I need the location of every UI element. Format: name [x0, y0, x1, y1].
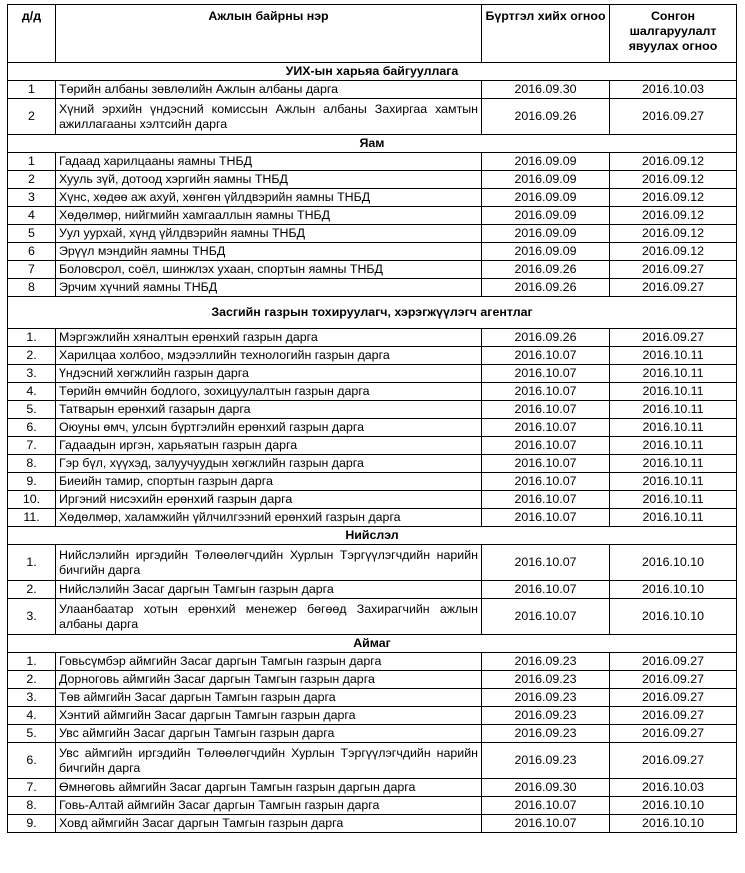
- table-row: [8, 171, 737, 189]
- section-title: Аймаг: [8, 635, 737, 653]
- position-name: Харилцаа холбоо, мэдээллийн технологийн газрын дарга: [56, 347, 482, 365]
- row-number: 6.: [8, 419, 56, 437]
- selection-date: 2016.10.10: [610, 545, 737, 581]
- row-number: 8.: [8, 797, 56, 815]
- table-row: [8, 225, 737, 243]
- row-number: 7.: [8, 779, 56, 797]
- section-row: [8, 63, 737, 81]
- registration-date: 2016.09.30: [482, 81, 610, 99]
- row-number: 4.: [8, 383, 56, 401]
- table-row: [8, 261, 737, 279]
- registration-date: 2016.10.07: [482, 473, 610, 491]
- selection-date: 2016.10.03: [610, 81, 737, 99]
- position-name: Боловсрол, соёл, шинжлэх ухаан, спортын яамны ТНБД: [56, 261, 482, 279]
- row-number: 1.: [8, 545, 56, 581]
- selection-date: 2016.10.11: [610, 509, 737, 527]
- table-row: [8, 545, 737, 581]
- row-number: 8.: [8, 455, 56, 473]
- row-number: 9.: [8, 473, 56, 491]
- position-name: Төрийн өмчийн бодлого, зохицуулалтын газрын дарга: [56, 383, 482, 401]
- selection-date: 2016.09.27: [610, 689, 737, 707]
- table-row: [8, 365, 737, 383]
- position-name: Улаанбаатар хотын ерөнхий менежер бөгөөд Захирагчийн ажлын албаны дарга: [56, 599, 482, 635]
- position-name: Нийслэлийн иргэдийн Төлөөлөгчдийн Хурлын Тэргүүлэгчдийн нарийн бичгийн дарга: [56, 545, 482, 581]
- position-name: Хөдөлмөр, халамжийн үйлчилгээний ерөнхий газрын дарга: [56, 509, 482, 527]
- row-number: 2: [8, 171, 56, 189]
- table-row: [8, 279, 737, 297]
- position-name: Иргэний нисэхийн ерөнхий газрын дарга: [56, 491, 482, 509]
- table-row: [8, 329, 737, 347]
- registration-date: 2016.09.23: [482, 671, 610, 689]
- row-number: 10.: [8, 491, 56, 509]
- selection-date: 2016.09.12: [610, 189, 737, 207]
- selection-date: 2016.09.27: [610, 707, 737, 725]
- registration-date: 2016.09.09: [482, 243, 610, 261]
- table-body: [8, 63, 737, 833]
- registration-date: 2016.10.07: [482, 545, 610, 581]
- selection-date: 2016.10.11: [610, 455, 737, 473]
- selection-date: 2016.09.27: [610, 743, 737, 779]
- position-name: Хууль зүй, дотоод хэргийн яамны ТНБД: [56, 171, 482, 189]
- position-name: Хөдөлмөр, нийгмийн хамгааллын яамны ТНБД: [56, 207, 482, 225]
- row-number: 3.: [8, 365, 56, 383]
- table-row: [8, 437, 737, 455]
- selection-date: 2016.09.27: [610, 279, 737, 297]
- registration-date: 2016.10.07: [482, 455, 610, 473]
- selection-date: 2016.10.03: [610, 779, 737, 797]
- section-row: [8, 635, 737, 653]
- table-row: [8, 347, 737, 365]
- registration-date: 2016.09.26: [482, 99, 610, 135]
- section-title: Засгийн газрын тохируулагч, хэрэгжүүлэгч агентлаг: [8, 297, 737, 329]
- selection-date: 2016.10.11: [610, 347, 737, 365]
- position-name: Үндэсний хөгжлийн газрын дарга: [56, 365, 482, 383]
- position-name: Увс аймгийн иргэдийн Төлөөлөгчдийн Хурлын Тэргүүлэгчдийн нарийн бичгийн дарга: [56, 743, 482, 779]
- header-position: Ажлын байрны нэр: [56, 5, 482, 63]
- row-number: 9.: [8, 815, 56, 833]
- position-name: Говьсүмбэр аймгийн Засаг даргын Тамгын газрын дарга: [56, 653, 482, 671]
- row-number: 1: [8, 153, 56, 171]
- row-number: 7.: [8, 437, 56, 455]
- row-number: 6: [8, 243, 56, 261]
- row-number: 5.: [8, 401, 56, 419]
- table-row: [8, 419, 737, 437]
- header-num: д/д: [8, 5, 56, 63]
- table-row: [8, 689, 737, 707]
- registration-date: 2016.10.07: [482, 797, 610, 815]
- header-reg-date: Бүртгэл хийх огноо: [482, 5, 610, 63]
- selection-date: 2016.10.10: [610, 797, 737, 815]
- position-name: Гадаад харилцааны яамны ТНБД: [56, 153, 482, 171]
- table-row: [8, 725, 737, 743]
- section-row: [8, 527, 737, 545]
- row-number: 2.: [8, 347, 56, 365]
- row-number: 5.: [8, 725, 56, 743]
- table-row: [8, 189, 737, 207]
- row-number: 3.: [8, 599, 56, 635]
- position-name: Эрүүл мэндийн яамны ТНБД: [56, 243, 482, 261]
- table-row: [8, 581, 737, 599]
- table-row: [8, 491, 737, 509]
- table-header-row: [8, 5, 737, 63]
- selection-date: 2016.10.10: [610, 599, 737, 635]
- header-selection-date: Сонгон шалгаруулалт явуулах огноо: [610, 5, 737, 63]
- position-name: Биеийн тамир, спортын газрын дарга: [56, 473, 482, 491]
- position-name: Эрчим хүчний яамны ТНБД: [56, 279, 482, 297]
- selection-date: 2016.09.27: [610, 261, 737, 279]
- position-name: Нийслэлийн Засаг даргын Тамгын газрын дарга: [56, 581, 482, 599]
- registration-date: 2016.09.23: [482, 689, 610, 707]
- table-row: [8, 743, 737, 779]
- row-number: 5: [8, 225, 56, 243]
- registration-date: 2016.09.23: [482, 725, 610, 743]
- position-name: Уул уурхай, хүнд үйлдвэрийн яамны ТНБД: [56, 225, 482, 243]
- selection-date: 2016.10.11: [610, 491, 737, 509]
- selection-date: 2016.10.10: [610, 581, 737, 599]
- section-title: Яам: [8, 135, 737, 153]
- selection-date: 2016.09.27: [610, 671, 737, 689]
- registration-date: 2016.09.09: [482, 153, 610, 171]
- table-row: [8, 671, 737, 689]
- row-number: 8: [8, 279, 56, 297]
- registration-date: 2016.09.09: [482, 189, 610, 207]
- position-name: Мэргэжлийн хяналтын ерөнхий газрын дарга: [56, 329, 482, 347]
- registration-date: 2016.09.09: [482, 171, 610, 189]
- selection-date: 2016.10.11: [610, 383, 737, 401]
- position-name: Ховд аймгийн Засаг даргын Тамгын газрын дарга: [56, 815, 482, 833]
- registration-date: 2016.10.07: [482, 509, 610, 527]
- row-number: 3: [8, 189, 56, 207]
- selection-date: 2016.10.11: [610, 401, 737, 419]
- row-number: 1: [8, 81, 56, 99]
- section-row: [8, 135, 737, 153]
- registration-date: 2016.10.07: [482, 419, 610, 437]
- registration-date: 2016.09.23: [482, 653, 610, 671]
- position-name: Гадаадын иргэн, харьяатын газрын дарга: [56, 437, 482, 455]
- position-name: Төрийн албаны зөвлөлийн Ажлын албаны дарга: [56, 81, 482, 99]
- row-number: 4.: [8, 707, 56, 725]
- table-row: [8, 509, 737, 527]
- registration-date: 2016.10.07: [482, 347, 610, 365]
- position-name: Оюуны өмч, улсын бүртгэлийн ерөнхий газрын дарга: [56, 419, 482, 437]
- table-row: [8, 797, 737, 815]
- row-number: 1.: [8, 653, 56, 671]
- position-name: Татварын ерөнхий газарын дарга: [56, 401, 482, 419]
- selection-date: 2016.09.27: [610, 725, 737, 743]
- position-name: Хүнс, хөдөө аж ахуй, хөнгөн үйлдвэрийн яамны ТНБД: [56, 189, 482, 207]
- row-number: 2.: [8, 671, 56, 689]
- table-row: [8, 383, 737, 401]
- table-row: [8, 599, 737, 635]
- table-row: [8, 243, 737, 261]
- row-number: 2: [8, 99, 56, 135]
- row-number: 2.: [8, 581, 56, 599]
- registration-date: 2016.10.07: [482, 437, 610, 455]
- registration-date: 2016.10.07: [482, 599, 610, 635]
- table-row: [8, 81, 737, 99]
- registration-date: 2016.09.30: [482, 779, 610, 797]
- registration-date: 2016.10.07: [482, 383, 610, 401]
- registration-date: 2016.10.07: [482, 815, 610, 833]
- registration-date: 2016.10.07: [482, 401, 610, 419]
- row-number: 7: [8, 261, 56, 279]
- section-row: [8, 297, 737, 329]
- row-number: 6.: [8, 743, 56, 779]
- table-row: [8, 473, 737, 491]
- registration-date: 2016.10.07: [482, 581, 610, 599]
- selection-date: 2016.10.11: [610, 419, 737, 437]
- position-name: Дорноговь аймгийн Засаг даргын Тамгын газрын дарга: [56, 671, 482, 689]
- position-name: Хүний эрхийн үндэсний комиссын Ажлын албаны Захиргаа хамтын ажиллагааны хэлтсийн дарга: [56, 99, 482, 135]
- table-row: [8, 779, 737, 797]
- registration-date: 2016.10.07: [482, 365, 610, 383]
- document-page: [7, 4, 737, 833]
- position-name: Гэр бүл, хүүхэд, залуучуудын хөгжлийн газрын дарга: [56, 455, 482, 473]
- table-row: [8, 207, 737, 225]
- table-row: [8, 401, 737, 419]
- table-row: [8, 99, 737, 135]
- position-name: Өмнөговь аймгийн Засаг даргын Тамгын газрын даргын дарга: [56, 779, 482, 797]
- registration-date: 2016.10.07: [482, 491, 610, 509]
- selection-date: 2016.09.12: [610, 225, 737, 243]
- row-number: 3.: [8, 689, 56, 707]
- registration-date: 2016.09.09: [482, 225, 610, 243]
- selection-date: 2016.10.10: [610, 815, 737, 833]
- row-number: 4: [8, 207, 56, 225]
- section-title: Нийслэл: [8, 527, 737, 545]
- table-row: [8, 653, 737, 671]
- selection-date: 2016.09.27: [610, 653, 737, 671]
- table-row: [8, 455, 737, 473]
- positions-table: [7, 4, 737, 833]
- table-row: [8, 153, 737, 171]
- position-name: Төв аймгийн Засаг даргын Тамгын газрын дарга: [56, 689, 482, 707]
- registration-date: 2016.09.09: [482, 207, 610, 225]
- row-number: 1.: [8, 329, 56, 347]
- selection-date: 2016.09.12: [610, 153, 737, 171]
- selection-date: 2016.09.12: [610, 207, 737, 225]
- position-name: Говь-Алтай аймгийн Засаг даргын Тамгын газрын дарга: [56, 797, 482, 815]
- position-name: Увс аймгийн Засаг даргын Тамгын газрын дарга: [56, 725, 482, 743]
- table-row: [8, 707, 737, 725]
- registration-date: 2016.09.26: [482, 329, 610, 347]
- table-row: [8, 815, 737, 833]
- selection-date: 2016.10.11: [610, 437, 737, 455]
- selection-date: 2016.09.12: [610, 171, 737, 189]
- registration-date: 2016.09.26: [482, 261, 610, 279]
- registration-date: 2016.09.26: [482, 279, 610, 297]
- selection-date: 2016.09.27: [610, 329, 737, 347]
- selection-date: 2016.10.11: [610, 365, 737, 383]
- position-name: Хэнтий аймгийн Засаг даргын Тамгын газрын дарга: [56, 707, 482, 725]
- registration-date: 2016.09.23: [482, 707, 610, 725]
- row-number: 11.: [8, 509, 56, 527]
- selection-date: 2016.10.11: [610, 473, 737, 491]
- selection-date: 2016.09.27: [610, 99, 737, 135]
- section-title: УИХ-ын харьяа байгууллага: [8, 63, 737, 81]
- selection-date: 2016.09.12: [610, 243, 737, 261]
- registration-date: 2016.09.23: [482, 743, 610, 779]
